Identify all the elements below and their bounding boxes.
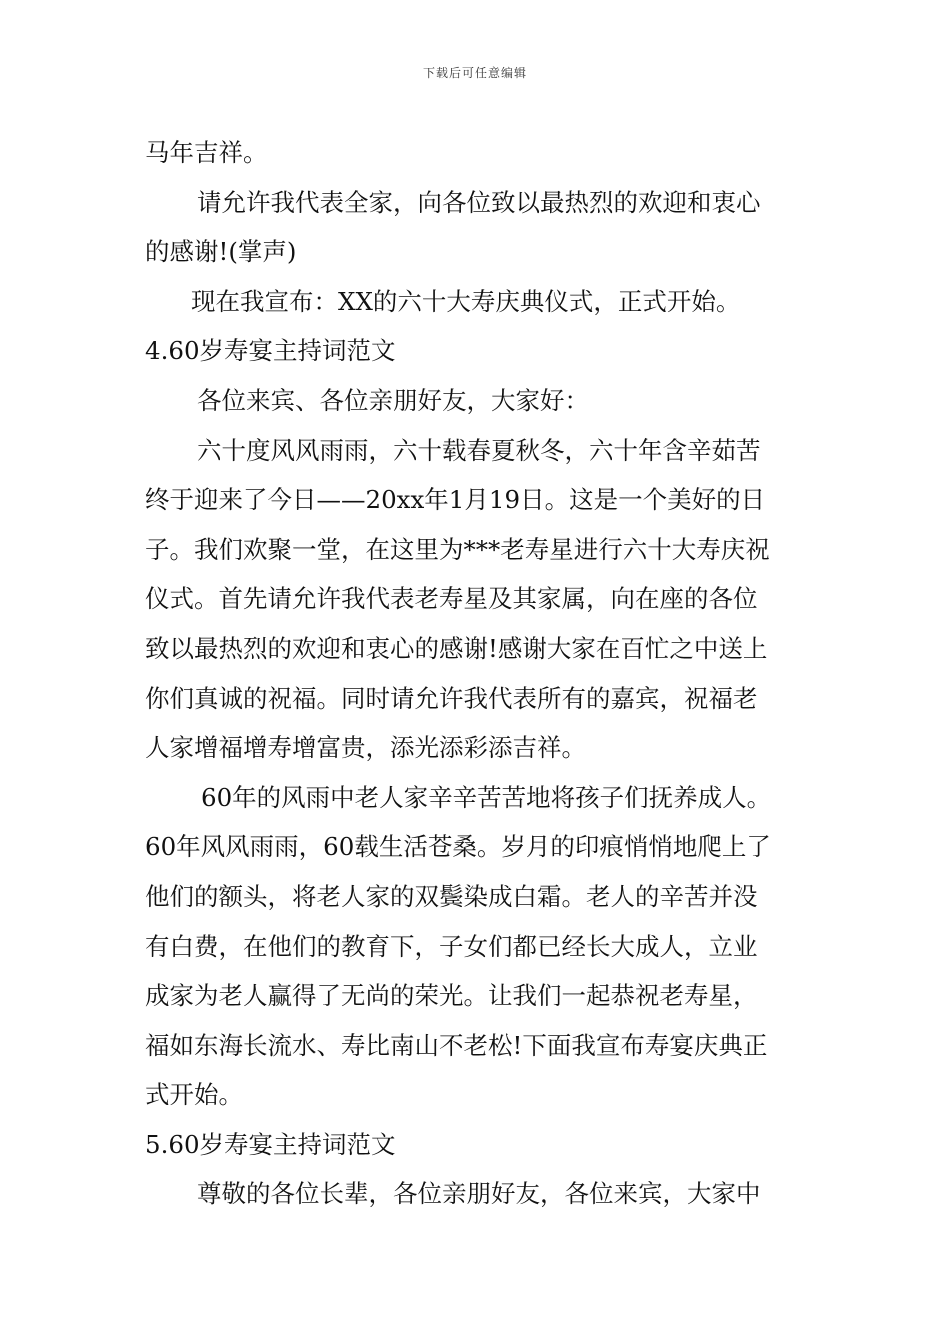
text-line: 你们真诚的祝福。同时请允许我代表所有的嘉宾，祝福老: [145, 683, 758, 713]
text-line: 式开始。: [145, 1080, 243, 1110]
text-line: 人家增福增寿增富贵，添光添彩添吉祥。: [145, 733, 586, 763]
text-line: 仪式。首先请允许我代表老寿星及其家属，向在座的各位: [145, 584, 758, 614]
text-line: 有白费，在他们的教育下，子女们都已经长大成人，立业: [145, 931, 758, 961]
text-line: 各位来宾、各位亲朋好友，大家好：: [197, 385, 589, 415]
page-header-note: 下载后可任意编辑: [422, 66, 527, 80]
section-heading: 5.60岁寿宴主持词范文: [145, 1129, 396, 1159]
document-body: [145, 128, 815, 1219]
text-line: 六十度风风雨雨，六十载春夏秋冬，六十年含辛茹苦: [197, 435, 761, 465]
text-line: 尊敬的各位长辈，各位亲朋好友，各位来宾，大家中: [197, 1179, 761, 1209]
section-heading: 4.60岁寿宴主持词范文: [145, 336, 396, 366]
text-line: 请允许我代表全家，向各位致以最热烈的欢迎和衷心: [197, 187, 761, 217]
text-line: 致以最热烈的欢迎和衷心的感谢!感谢大家在百忙之中送上: [145, 633, 768, 663]
text-line: 60年的风雨中老人家辛辛苦苦地将孩子们抚养成人。: [201, 782, 772, 812]
text-line: 福如东海长流水、寿比南山不老松!下面我宣布寿宴庆典正: [145, 1030, 768, 1060]
text-line: 马年吉祥。: [145, 138, 268, 167]
text-line: 成家为老人赢得了无尚的荣光。让我们一起恭祝老寿星，: [145, 981, 758, 1011]
text-line: 现在我宣布：XX的六十大寿庆典仪式，正式开始。: [191, 286, 741, 316]
text-line: 60年风风雨雨，60载生活苍桑。岁月的印痕悄悄地爬上了: [145, 832, 771, 862]
text-line: 的感谢!(掌声): [145, 237, 297, 267]
text-line: 子。我们欢聚一堂，在这里为***老寿星进行六十大寿庆祝: [145, 534, 770, 564]
text-line: 终于迎来了今日——20xx年1月19日。这是一个美好的日: [145, 485, 766, 515]
text-line: 他们的额头，将老人家的双鬓染成白霜。老人的辛苦并没: [145, 881, 758, 911]
